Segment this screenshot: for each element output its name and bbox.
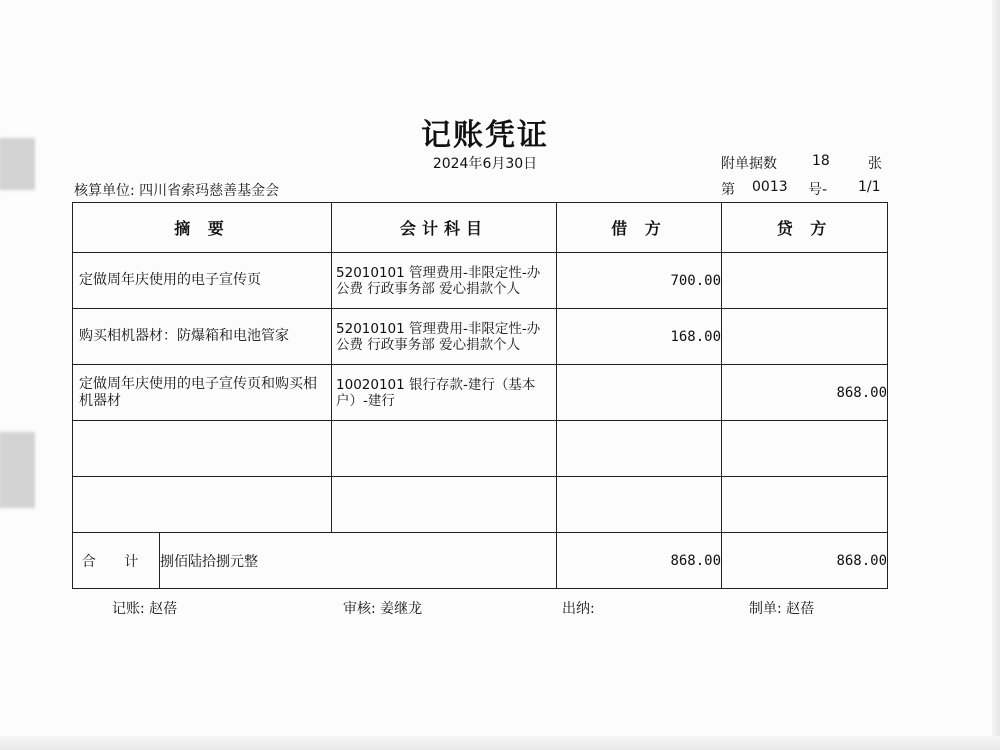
entry-credit (722, 309, 888, 365)
entry-summary: 定做周年庆使用的电子宣传页 (73, 253, 332, 309)
preparer-signature: 制单: 赵蓓 (749, 601, 815, 617)
voucher-number-label: 第 (721, 182, 735, 198)
total-amount-in-words: 捌佰陆拾捌元整 (160, 533, 557, 589)
attachment-count: 18 (812, 153, 830, 169)
entry-summary (73, 477, 332, 533)
table-row (73, 365, 888, 421)
header-credit: 贷 方 (722, 203, 888, 253)
entry-account: 52010101 管理费用-非限定性-办公费 行政事务部 爱心捐款个人 (332, 253, 557, 309)
table-row (73, 477, 888, 533)
entry-debit: 700.00 (557, 253, 722, 309)
entry-account: 10020101 银行存款-建行（基本户）-建行 (332, 365, 557, 421)
entry-summary (73, 421, 332, 477)
table-header (73, 203, 888, 253)
table-row (73, 421, 888, 477)
entry-debit (557, 421, 722, 477)
voucher-table (72, 202, 888, 589)
voucher-date: 2024年6月30日 (432, 156, 538, 172)
cashier-signature: 出纳: (562, 601, 595, 617)
entry-summary: 购买相机器材：防爆箱和电池管家 (73, 309, 332, 365)
entry-debit: 168.00 (557, 309, 722, 365)
total-credit: 868.00 (722, 533, 888, 589)
accounting-unit: 核算单位: 四川省索玛慈善基金会 (74, 183, 280, 199)
total-debit: 868.00 (557, 533, 722, 589)
entry-account: 52010101 管理费用-非限定性-办公费 行政事务部 爱心捐款个人 (332, 309, 557, 365)
attachment-unit: 张 (868, 156, 882, 172)
total-row (73, 533, 888, 589)
voucher-number-suffix: 号- (808, 182, 828, 198)
voucher-number: 0013 (752, 179, 788, 195)
entry-account (332, 477, 557, 533)
header-summary: 摘 要 (73, 203, 332, 253)
reviewer-signature: 审核: 姜继龙 (343, 601, 423, 617)
scan-edge (992, 0, 1000, 750)
entry-credit (722, 477, 888, 533)
entry-credit: 868.00 (722, 365, 888, 421)
table-row (73, 309, 888, 365)
entry-credit (722, 253, 888, 309)
voucher-page-count: 1/1 (858, 179, 881, 195)
entry-debit (557, 365, 722, 421)
total-label: 合 计 (73, 533, 160, 589)
entry-summary: 定做周年庆使用的电子宣传页和购买相机器材 (73, 365, 332, 421)
scan-edge (0, 736, 1000, 750)
voucher-title: 记账凭证 (421, 118, 549, 153)
entry-debit (557, 477, 722, 533)
header-debit: 借 方 (557, 203, 722, 253)
table-row (73, 253, 888, 309)
entry-account (332, 421, 557, 477)
attachment-label: 附单据数 (721, 156, 777, 172)
entry-credit (722, 421, 888, 477)
scan-artifact (0, 432, 34, 508)
header-account: 会计科目 (332, 203, 557, 253)
bookkeeper-signature: 记账: 赵蓓 (112, 601, 178, 617)
